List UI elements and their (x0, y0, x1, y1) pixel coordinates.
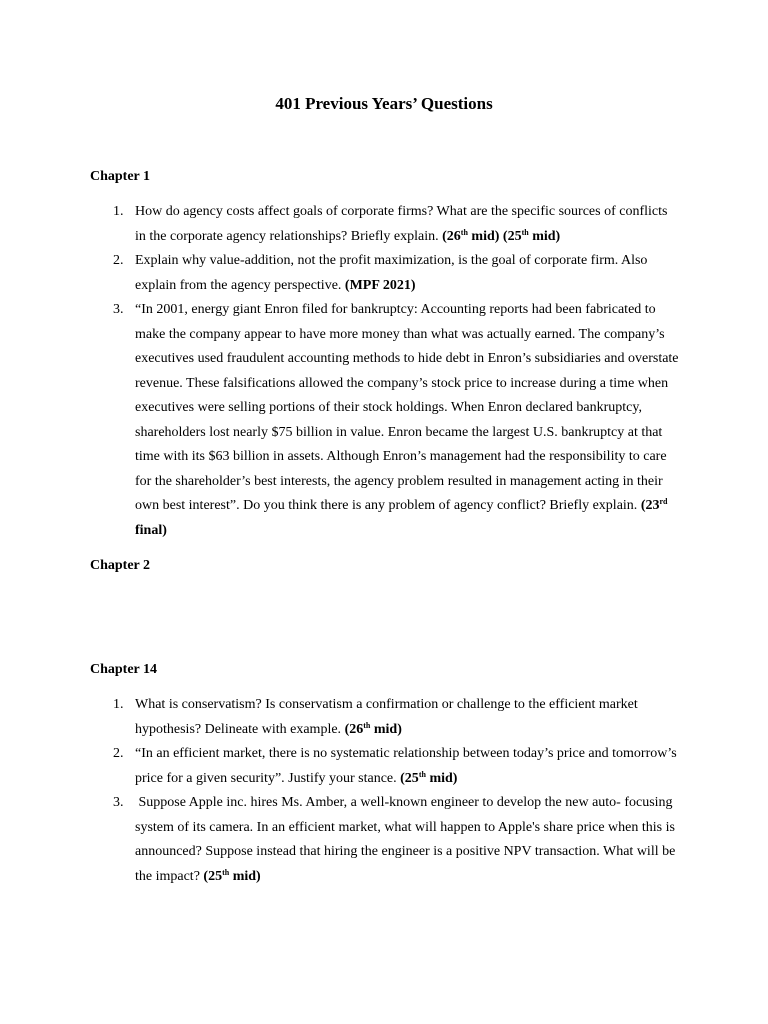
question-body (135, 693, 680, 742)
question-body (135, 298, 680, 543)
chapter-14-heading: Chapter 14 (90, 662, 158, 677)
question-number: 2. (113, 253, 124, 268)
question-item (0, 742, 768, 791)
question-number: 2. (113, 746, 124, 761)
page-title: 401 Previous Years’ Questions (275, 94, 493, 113)
question-body (135, 249, 680, 298)
exam-reference: (25th mid) (203, 867, 261, 884)
question-item (0, 791, 768, 889)
question-number: 1. (113, 697, 124, 712)
exam-reference: (MPF 2021) (344, 277, 416, 293)
question-body (135, 742, 680, 791)
question-number: 3. (113, 302, 124, 317)
question-body (135, 200, 680, 249)
question-text: “In 2001, energy giant Enron filed for bankruptcy: Accounting reports had been fabricated to make the company appear to have more money than what was actually earned. The company’s executives used fraudulent accounting methods to hide debt in Enron’s subsidiaries and overstate revenue. These falsifications allowed the company’s stock price to increase during a time when executives were selling portions of their stock holdings. When Enron declared bankruptcy, shareholders lost nearly $75 billion in value. Enron became the largest U.S. bankruptcy at that time with its $63 billion in assets. Although Enron’s management had the responsibility to care for the shareholder’s best interests, the agency problem resulted in management acting in their own best interest”. Do you think there is any problem of agency conflict? Briefly explain. (135, 302, 679, 513)
chapter-14-question-list (0, 693, 768, 889)
exam-reference: (26th mid) (442, 227, 500, 244)
question-body (135, 791, 680, 889)
question-item (0, 249, 768, 298)
question-text: How do agency costs affect goals of corporate firms? What are the specific sources of conflicts in the corporate agency relationships? Briefly explain. (135, 204, 668, 244)
chapter-1-question-list (0, 200, 768, 543)
chapter-1-heading: Chapter 1 (90, 169, 151, 184)
question-text: Explain why value-addition, not the profit maximization, is the goal of corporate firm. Also explain from the agency perspective. (135, 253, 648, 293)
question-text: Suppose Apple inc. hires Ms. Amber, a well-known engineer to develop the new auto- focusing system of its camera. In an efficient market, what will happen to Apple's share price when this is announced? Suppose instead that hiring the engineer is a positive NPV transaction. What will be the impact? (135, 795, 676, 884)
exam-reference: (23rd final) (135, 497, 668, 538)
chapter-2-heading: Chapter 2 (90, 558, 151, 573)
question-text: What is conservatism? Is conservatism a confirmation or challenge to the efficient market hypothesis? Delineate with example. (135, 697, 638, 737)
question-text: “In an efficient market, there is no systematic relationship between today’s price and tomorrow’s price for a given security”. Justify your stance. (135, 746, 677, 786)
exam-reference: (25th mid) (502, 227, 561, 244)
exam-reference: (25th mid) (400, 769, 458, 786)
question-number: 3. (113, 795, 124, 810)
exam-reference: (26th mid) (344, 720, 402, 737)
question-number: 1. (113, 204, 124, 219)
question-item (0, 298, 768, 543)
question-item (0, 200, 768, 249)
question-item (0, 693, 768, 742)
